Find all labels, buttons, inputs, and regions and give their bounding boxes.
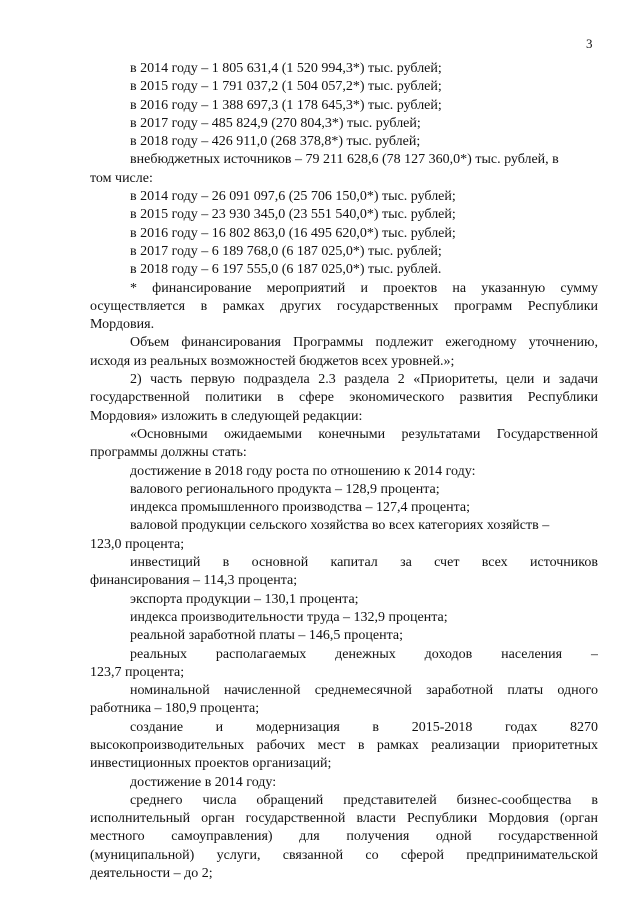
text-line: 2) часть первую подраздела 2.3 раздела 2 «Приоритеты, цели и задачи xyxy=(130,372,598,388)
text-line: программы должны стать: xyxy=(90,445,247,461)
text-line: инвестиций в основной капитал за счет всех источников xyxy=(130,555,598,571)
text-line: в 2016 году – 16 802 863,0 (16 495 620,0*) тыс. рублей; xyxy=(130,225,456,241)
text-line: * финансирование мероприятий и проектов на указанную сумму xyxy=(130,280,598,296)
text-line: инвестиционных проектов организаций; xyxy=(90,756,332,772)
text-line: Объем финансирования Программы подлежит ежегодному уточнению, xyxy=(130,335,598,351)
text-line: высокопроизводительных рабочих мест в рамках реализации приоритетных xyxy=(90,737,598,753)
text-line: Мордовия» изложить в следующей редакции: xyxy=(90,408,363,424)
text-line: исходя из реальных возможностей бюджетов всех уровней.»; xyxy=(90,353,455,369)
text-line: 123,7 процента; xyxy=(90,664,185,680)
text-line: в 2017 году – 485 824,9 (270 804,3*) тыс. рублей; xyxy=(130,115,421,131)
text-line: номинальной начисленной среднемесячной заработной платы одного xyxy=(130,683,598,699)
text-line: в 2015 году – 1 791 037,2 (1 504 057,2*) тыс. рублей; xyxy=(130,79,442,95)
text-line: в 2018 году – 6 197 555,0 (6 187 025,0*) тыс. рублей. xyxy=(130,262,442,278)
text-line: экспорта продукции – 130,1 процента; xyxy=(130,591,359,607)
text-line: 123,0 процента; xyxy=(90,536,185,552)
text-line: валовой продукции сельского хозяйства во всех категориях хозяйств – xyxy=(130,518,550,534)
text-line: деятельности – до 2; xyxy=(90,866,213,882)
text-line: в 2016 году – 1 388 697,3 (1 178 645,3*) тыс. рублей; xyxy=(130,97,442,113)
text-line: «Основными ожидаемыми конечными результатами Государственной xyxy=(130,426,598,442)
text-line: реальных располагаемых денежных доходов населения – xyxy=(130,646,598,662)
text-line: в 2018 году – 426 911,0 (268 378,8*) тыс. рублей; xyxy=(130,134,421,150)
text-line: реальной заработной платы – 146,5 процента; xyxy=(130,628,404,644)
text-line: внебюджетных источников – 79 211 628,6 (78 127 360,0*) тыс. рублей, в xyxy=(130,152,559,168)
text-line: осуществляется в рамках других государственных программ Республики xyxy=(90,298,598,314)
text-line: том числе: xyxy=(90,170,153,186)
text-line: достижение в 2018 году роста по отношению к 2014 году: xyxy=(130,463,476,479)
text-line: финансирования – 114,3 процента; xyxy=(90,573,298,589)
text-line: в 2014 году – 26 091 097,6 (25 706 150,0*) тыс. рублей; xyxy=(130,189,456,205)
text-line: местного самоуправления) для получения одной государственной xyxy=(90,829,598,845)
text-line: в 2014 году – 1 805 631,4 (1 520 994,3*) тыс. рублей; xyxy=(130,61,442,76)
text-line: Мордовия. xyxy=(90,317,155,333)
text-line: индекса промышленного производства – 127,4 процента; xyxy=(130,500,471,516)
text-line: среднего числа обращений представителей бизнес-сообщества в xyxy=(130,792,598,808)
text-line: государственной политики в сфере экономического развития Республики xyxy=(90,390,598,406)
text-line: создание и модернизация в 2015-2018 годах 8270 xyxy=(130,719,598,735)
text-line: исполнительный орган государственной власти Республики Мордовия (орган xyxy=(90,811,598,827)
text-line: в 2015 году – 23 930 345,0 (23 551 540,0*) тыс. рублей; xyxy=(130,207,456,223)
text-line: валового регионального продукта – 128,9 процента; xyxy=(130,481,440,497)
text-line: (муниципальной) услуги, связанной со сферой предпринимательской xyxy=(90,847,598,863)
document-body xyxy=(90,60,598,883)
text-line: работника – 180,9 процента; xyxy=(90,701,260,717)
text-line: в 2017 году – 6 189 768,0 (6 187 025,0*) тыс. рублей; xyxy=(130,243,442,259)
text-line: достижение в 2014 году: xyxy=(130,774,277,790)
text-line: индекса производительности труда – 132,9 процента; xyxy=(130,609,448,625)
page-number: 3 xyxy=(586,36,593,51)
